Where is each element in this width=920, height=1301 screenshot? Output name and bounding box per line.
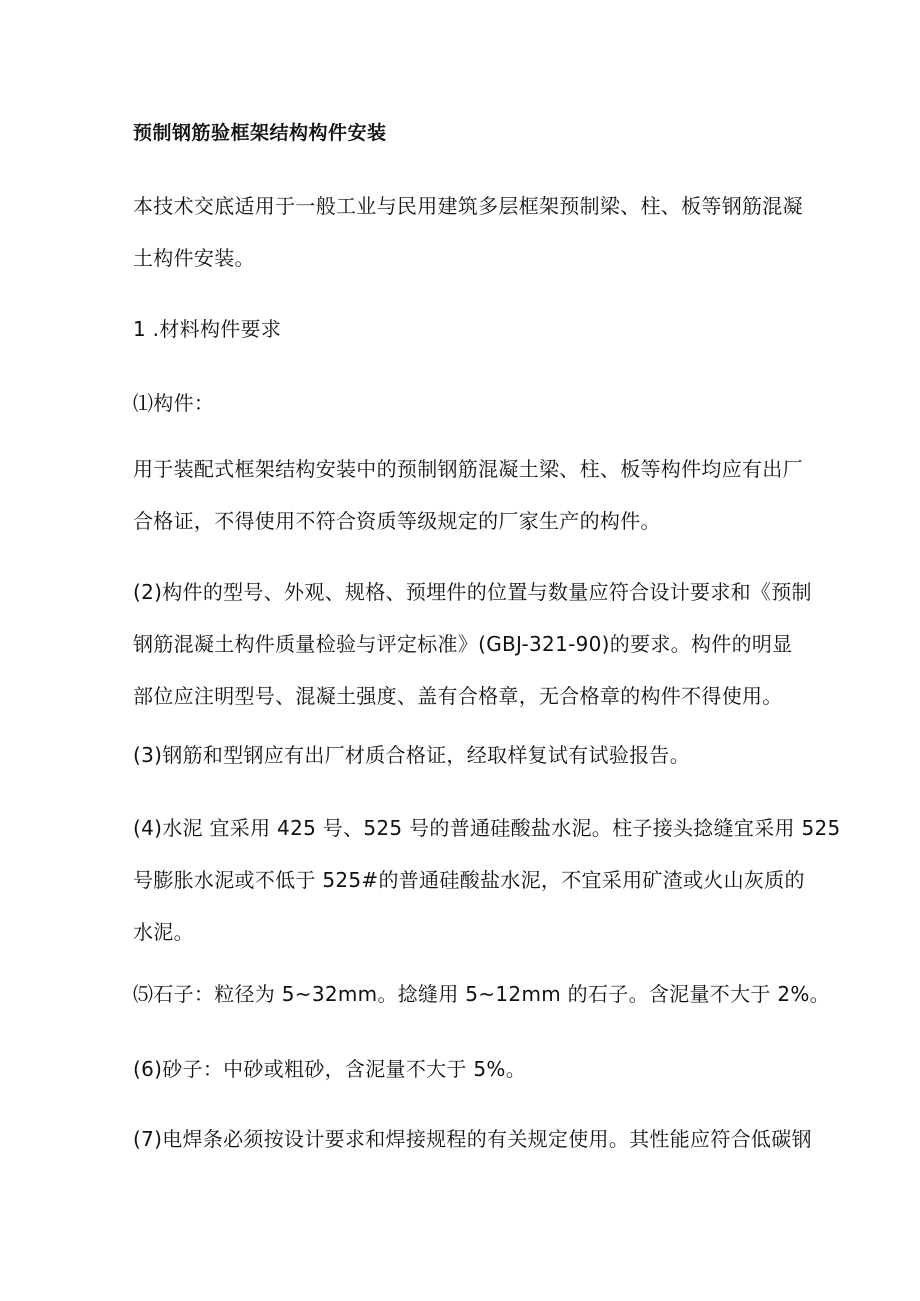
document-title: 预制钢筋验框架结构构件安装 xyxy=(133,122,387,144)
paragraph-line: 1 .材料构件要求 xyxy=(133,317,282,341)
item-1-heading xyxy=(133,377,798,429)
paragraph-line: 水泥。 xyxy=(133,920,194,944)
paragraph-line: ⑴构件： xyxy=(133,391,215,415)
paragraph-line: 土构件安装。 xyxy=(133,246,255,270)
paragraph-line: (6)砂子：中砂或粗砂，含泥量不大于 5%。 xyxy=(133,1057,527,1081)
paragraph-line: 部位应注明型号、混凝土强度、盖有合格章，无合格章的构件不得使用。 xyxy=(133,684,783,708)
item-1-body xyxy=(133,443,803,547)
scope-paragraph xyxy=(133,180,803,284)
item-6-paragraph xyxy=(133,1043,798,1095)
item-4-paragraph xyxy=(133,802,841,958)
section-heading-materials xyxy=(133,303,798,355)
paragraph-line: 用于装配式框架结构安装中的预制钢筋混凝土梁、柱、板等构件均应有出厂 xyxy=(133,457,803,481)
paragraph-line: (3)钢筋和型钢应有出厂材质合格证，经取样复试有试验报告。 xyxy=(133,743,691,767)
paragraph-line: (7)电焊条必须按设计要求和焊接规程的有关规定使用。其性能应符合低碳钢 xyxy=(133,1127,812,1151)
paragraph-line: (4)水泥 宜采用 425 号、525 号的普通硅酸盐水泥。柱子接头捻缝宜采用 525 xyxy=(133,816,841,840)
item-2-paragraph xyxy=(133,566,812,722)
item-3-paragraph xyxy=(133,729,798,781)
paragraph-line: 号膨胀水泥或不低于 525#的普通硅酸盐水泥，不宜采用矿渣或火山灰质的 xyxy=(133,868,805,892)
paragraph-line: 本技术交底适用于一般工业与民用建筑多层框架预制梁、柱、板等钢筋混凝 xyxy=(133,194,803,218)
item-7-paragraph xyxy=(133,1113,812,1165)
paragraph-line: (2)构件的型号、外观、规格、预埋件的位置与数量应符合设计要求和《预制 xyxy=(133,580,812,604)
paragraph-line: 合格证，不得使用不符合资质等级规定的厂家生产的构件。 xyxy=(133,509,661,533)
paragraph-line: ⑸石子：粒径为 5~32mm。捻缝用 5~12mm 的石子。含泥量不大于 2%。 xyxy=(133,982,830,1006)
item-5-paragraph xyxy=(133,968,830,1020)
paragraph-line: 钢筋混凝土构件质量检验与评定标准》(GBJ-321-90)的要求。构件的明显 xyxy=(133,632,793,656)
